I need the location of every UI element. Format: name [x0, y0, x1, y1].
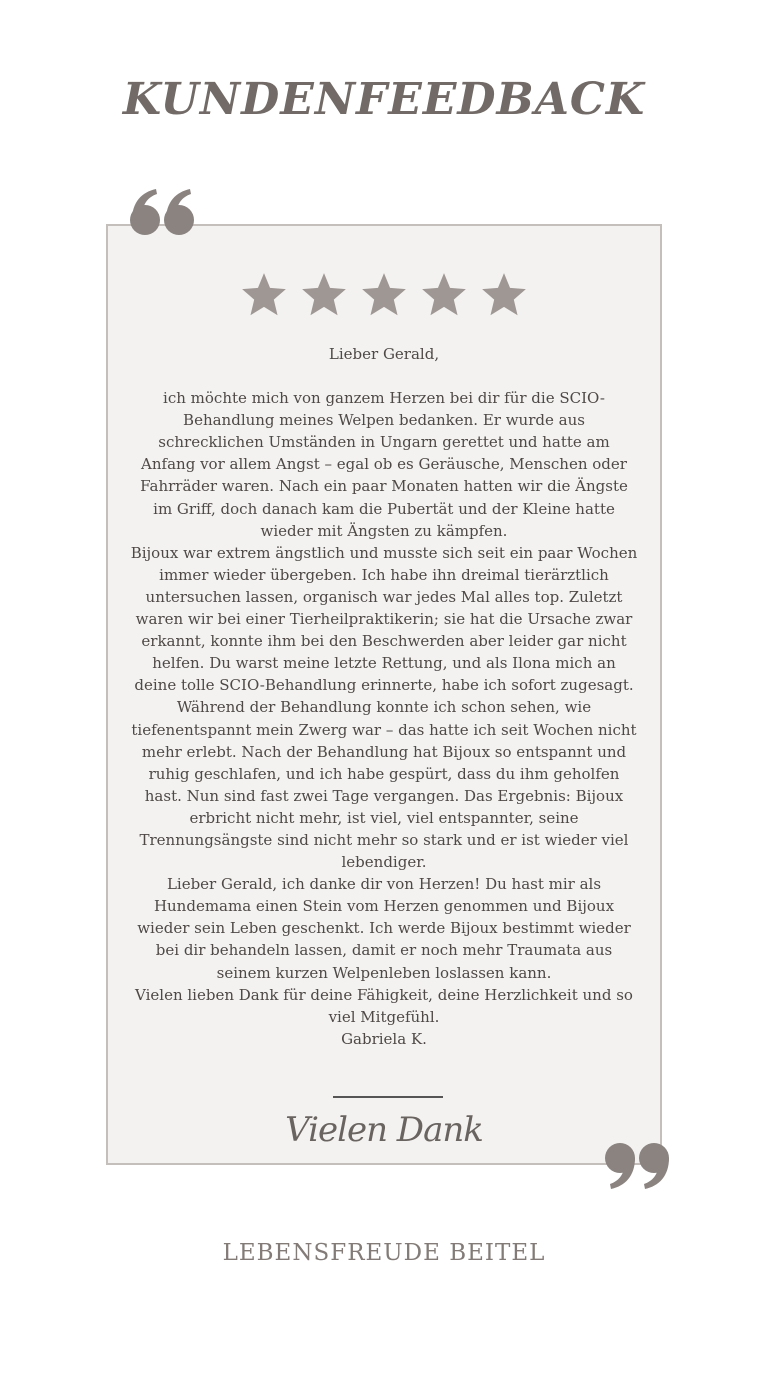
letter-paragraph: Während der Behandlung konnte ich schon sehen, wie tiefenentspannt mein Zwerg war – das hatte ich seit Wochen nicht mehr erlebt. Nach der Behandlung hat Bijoux so entspannt und ruhig geschlafen, und ich habe gespürt, dass du ihm geholfen hast. Nun sind fast zwei Tage vergangen. Das Ergebnis: Bijoux erbricht nicht mehr, ist viel, viel entspannter, seine Trennungsängste sind nicht mehr so stark und er ist wieder viel lebendiger.	[131, 698, 637, 872]
letter-paragraph: Bijoux war extrem ängstlich und musste sich seit ein paar Wochen immer wieder übergeben. Ich habe ihn dreimal tierärztlich untersuchen lassen, organisch war jedes Mal alles top. Zuletzt waren wir bei einer Tierheilpraktikerin; sie hat die Ursache zwar erkannt, konnte ihm bei den Beschwerden aber leider gar nicht helfen. Du warst meine letzte Rettung, und als Ilona mich an deine tolle SCIO-Behandlung erinnerte, habe ich sofort zugesagt.	[130, 543, 638, 695]
star-icon	[419, 270, 469, 320]
letter-author: Gabriela K.	[341, 1029, 427, 1048]
letter-paragraph: Vielen lieben Dank für deine Fähigkeit, deine Herzlichkeit und so viel Mitgefühl.	[135, 985, 633, 1026]
star-rating	[0, 270, 768, 320]
letter-paragraph: ich möchte mich von ganzem Herzen bei dir für die SCIO-Behandlung meines Welpen bedanken. Er wurde aus schrecklichen Umständen in Ungarn gerettet und hatte am Anfang vor allem Angst – egal ob es Geräusche, Menschen oder Fahrräder waren. Nach ein paar Monaten hatten wir die Ängste im Griff, doch danach kam die Pubertät und der Kleine hatte wieder mit Ängsten zu kämpfen.	[140, 389, 628, 540]
star-icon	[239, 270, 289, 320]
letter-paragraph: Lieber Gerald, ich danke dir von Herzen! Du hast mir als Hundemama einen Stein vom Herzen genommen und Bijoux wieder sein Leben geschenkt. Ich werde Bijoux bestimmt wieder bei dir behandeln lassen, damit er noch mehr Traumata aus seinem kurzen Welpenleben loslassen kann.	[137, 875, 631, 982]
feedback-letter	[130, 343, 638, 1050]
star-icon	[479, 270, 529, 320]
divider	[333, 1096, 443, 1098]
page-title: KUNDENFEEDBACK	[122, 74, 646, 125]
brand-footer: LEBENSFREUDE BEITEL	[222, 1240, 546, 1266]
signature: Vielen Dank	[285, 1110, 483, 1150]
star-icon	[299, 270, 349, 320]
letter-greeting: Lieber Gerald,	[328, 345, 440, 363]
star-icon	[359, 270, 409, 320]
quote-open-icon	[128, 176, 198, 246]
